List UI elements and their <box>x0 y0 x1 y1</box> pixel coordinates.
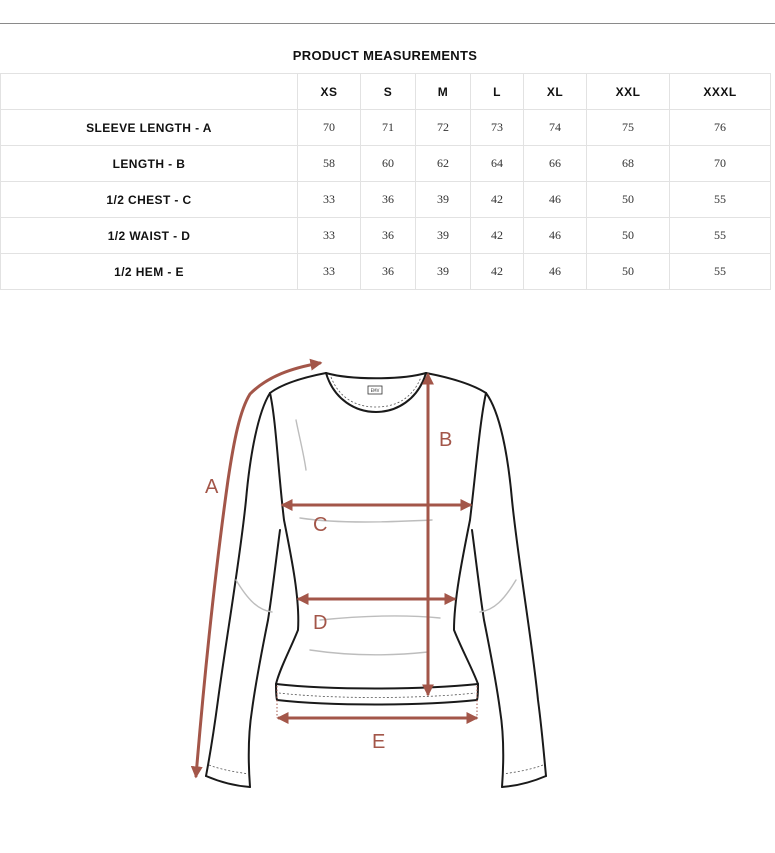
table-cell: 39 <box>416 182 471 218</box>
header-size-m: M <box>416 74 471 110</box>
table-cell: 33 <box>298 182 361 218</box>
table-cell: 55 <box>670 218 771 254</box>
table-cell: 64 <box>471 146 524 182</box>
header-size-xl: XL <box>524 74 587 110</box>
header-size-s: S <box>361 74 416 110</box>
row-label-half-chest: 1/2 CHEST - C <box>1 182 298 218</box>
page-title: PRODUCT MEASUREMENTS <box>292 48 478 63</box>
table-cell: 42 <box>471 254 524 290</box>
table-cell: 70 <box>670 146 771 182</box>
header-size-l: L <box>471 74 524 110</box>
table-cell: 50 <box>587 218 670 254</box>
label-c-chest: C <box>313 514 328 536</box>
garment-measurement-diagram <box>0 330 775 810</box>
table-row <box>1 254 771 290</box>
table-cell: 50 <box>587 182 670 218</box>
table-cell: 46 <box>524 182 587 218</box>
table-row <box>1 182 771 218</box>
table-cell: 46 <box>524 218 587 254</box>
neck-label-text: EMV <box>370 388 380 393</box>
table-cell: 71 <box>361 110 416 146</box>
table-cell: 46 <box>524 254 587 290</box>
table-cell: 42 <box>471 218 524 254</box>
label-b-length: B <box>439 429 453 451</box>
header-size-xxxl: XXXL <box>670 74 771 110</box>
header-size-xs: XS <box>298 74 361 110</box>
table-header-row <box>1 74 771 110</box>
row-label-half-hem: 1/2 HEM - E <box>1 254 298 290</box>
top-divider <box>0 23 775 24</box>
table-cell: 50 <box>587 254 670 290</box>
table-row <box>1 110 771 146</box>
table-cell: 75 <box>587 110 670 146</box>
table-row <box>1 146 771 182</box>
table-cell: 62 <box>416 146 471 182</box>
label-a-sleeve-length: A <box>205 476 219 498</box>
table-cell: 42 <box>471 182 524 218</box>
table-cell: 73 <box>471 110 524 146</box>
size-chart-table <box>0 73 771 290</box>
table-cell: 76 <box>670 110 771 146</box>
table-cell: 60 <box>361 146 416 182</box>
stitching-details <box>209 377 543 774</box>
row-label-length: LENGTH - B <box>1 146 298 182</box>
table-cell: 33 <box>298 218 361 254</box>
table-cell: 58 <box>298 146 361 182</box>
table-cell: 70 <box>298 110 361 146</box>
table-cell: 66 <box>524 146 587 182</box>
label-e-hem: E <box>372 731 386 753</box>
table-cell: 36 <box>361 254 416 290</box>
table-cell: 36 <box>361 218 416 254</box>
table-cell: 68 <box>587 146 670 182</box>
table-cell: 39 <box>416 254 471 290</box>
header-size-xxl: XXL <box>587 74 670 110</box>
table-cell: 39 <box>416 218 471 254</box>
label-d-waist: D <box>313 612 328 634</box>
long-sleeve-shirt-outline <box>206 373 546 787</box>
table-cell: 72 <box>416 110 471 146</box>
header-corner-cell <box>1 74 298 110</box>
table-row <box>1 218 771 254</box>
table-cell: 55 <box>670 254 771 290</box>
table-cell: 36 <box>361 182 416 218</box>
row-label-half-waist: 1/2 WAIST - D <box>1 218 298 254</box>
row-label-sleeve-length: SLEEVE LENGTH - A <box>1 110 298 146</box>
table-cell: 33 <box>298 254 361 290</box>
table-cell: 74 <box>524 110 587 146</box>
table-cell: 55 <box>670 182 771 218</box>
